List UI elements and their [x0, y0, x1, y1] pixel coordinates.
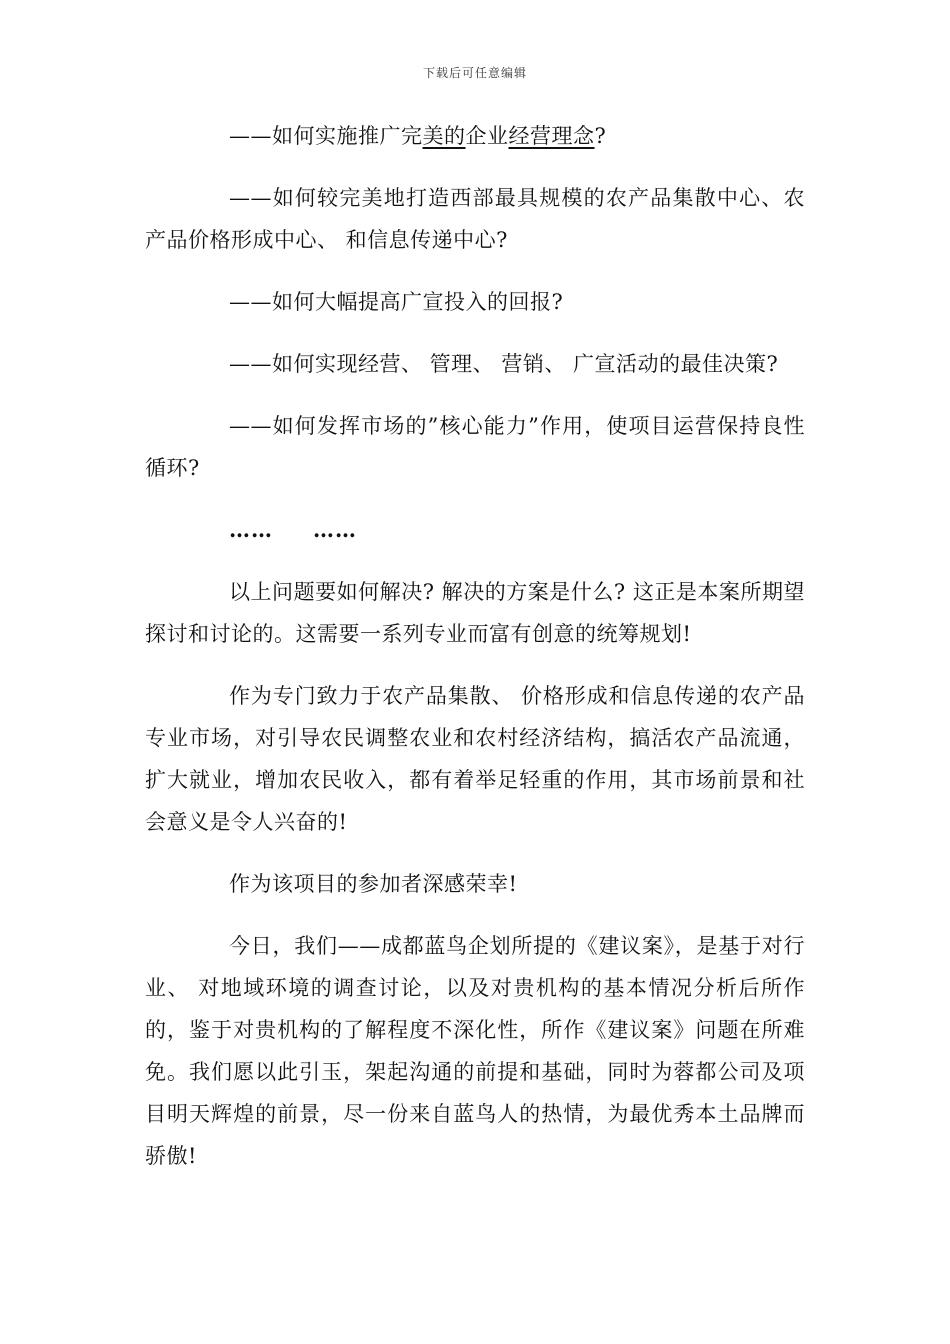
question-5: ——如何发挥市场的”核心能力”作用，使项目运营保持良性循环? — [145, 414, 805, 480]
question-2: ——如何较完美地打造西部最具规模的农产品集散中心、农产品价格形成中心、 和信息传递中心? — [145, 186, 805, 252]
question-1 — [145, 115, 805, 157]
question-3: ——如何大幅提高广宣投入的回报? — [229, 290, 564, 314]
paragraph-honored: 作为该项目的参加者深感荣幸! — [229, 872, 518, 896]
question-1-underlined-a: 美的 — [422, 124, 466, 148]
question-1-part-e: ? — [594, 124, 607, 148]
ellipsis-first: …… — [229, 517, 273, 542]
paragraph-problems: 以上问题要如何解决? 解决的方案是什么? 这正是本案所期望探讨和讨论的。这需要一系列专业而富有创意的统筹规划! — [145, 580, 805, 646]
ellipsis-line — [145, 509, 805, 551]
ellipsis-second: …… — [313, 517, 357, 542]
question-4: ——如何实现经营、 管理、 营销、 广宣活动的最佳决策? — [229, 352, 779, 376]
question-1-part-c: 企业 — [465, 124, 509, 148]
page-header: 下载后可任意编辑 — [422, 66, 527, 80]
document-body — [145, 115, 805, 1197]
paragraph-proposal: 今日，我们——成都蓝鸟企划所提的《建议案》，是基于对行业、 对地域环境的调查讨论，以及对贵机构的基本情况分析后所作的，鉴于对贵机构的了解程度不深化性，所作《建议案》问题在所难免。我们愿以此引玉，架起沟通的前提和基础，同时为蓉都公司及项目明天辉煌的前景，尽一份来自蓝鸟人的热情，为最优秀本土品牌而骄傲! — [145, 934, 805, 1168]
question-1-underlined-b: 经营理念 — [508, 124, 595, 148]
question-1-part-a: ——如何实施推广完 — [229, 124, 423, 148]
paragraph-market-role: 作为专门致力于农产品集散、 价格形成和信息传递的农产品专业市场，对引导农民调整农业和农村经济结构，搞活农产品流通，扩大就业，增加农民收入，都有着举足轻重的作用，其市场前景和社会意义是令人兴奋的! — [145, 684, 805, 834]
